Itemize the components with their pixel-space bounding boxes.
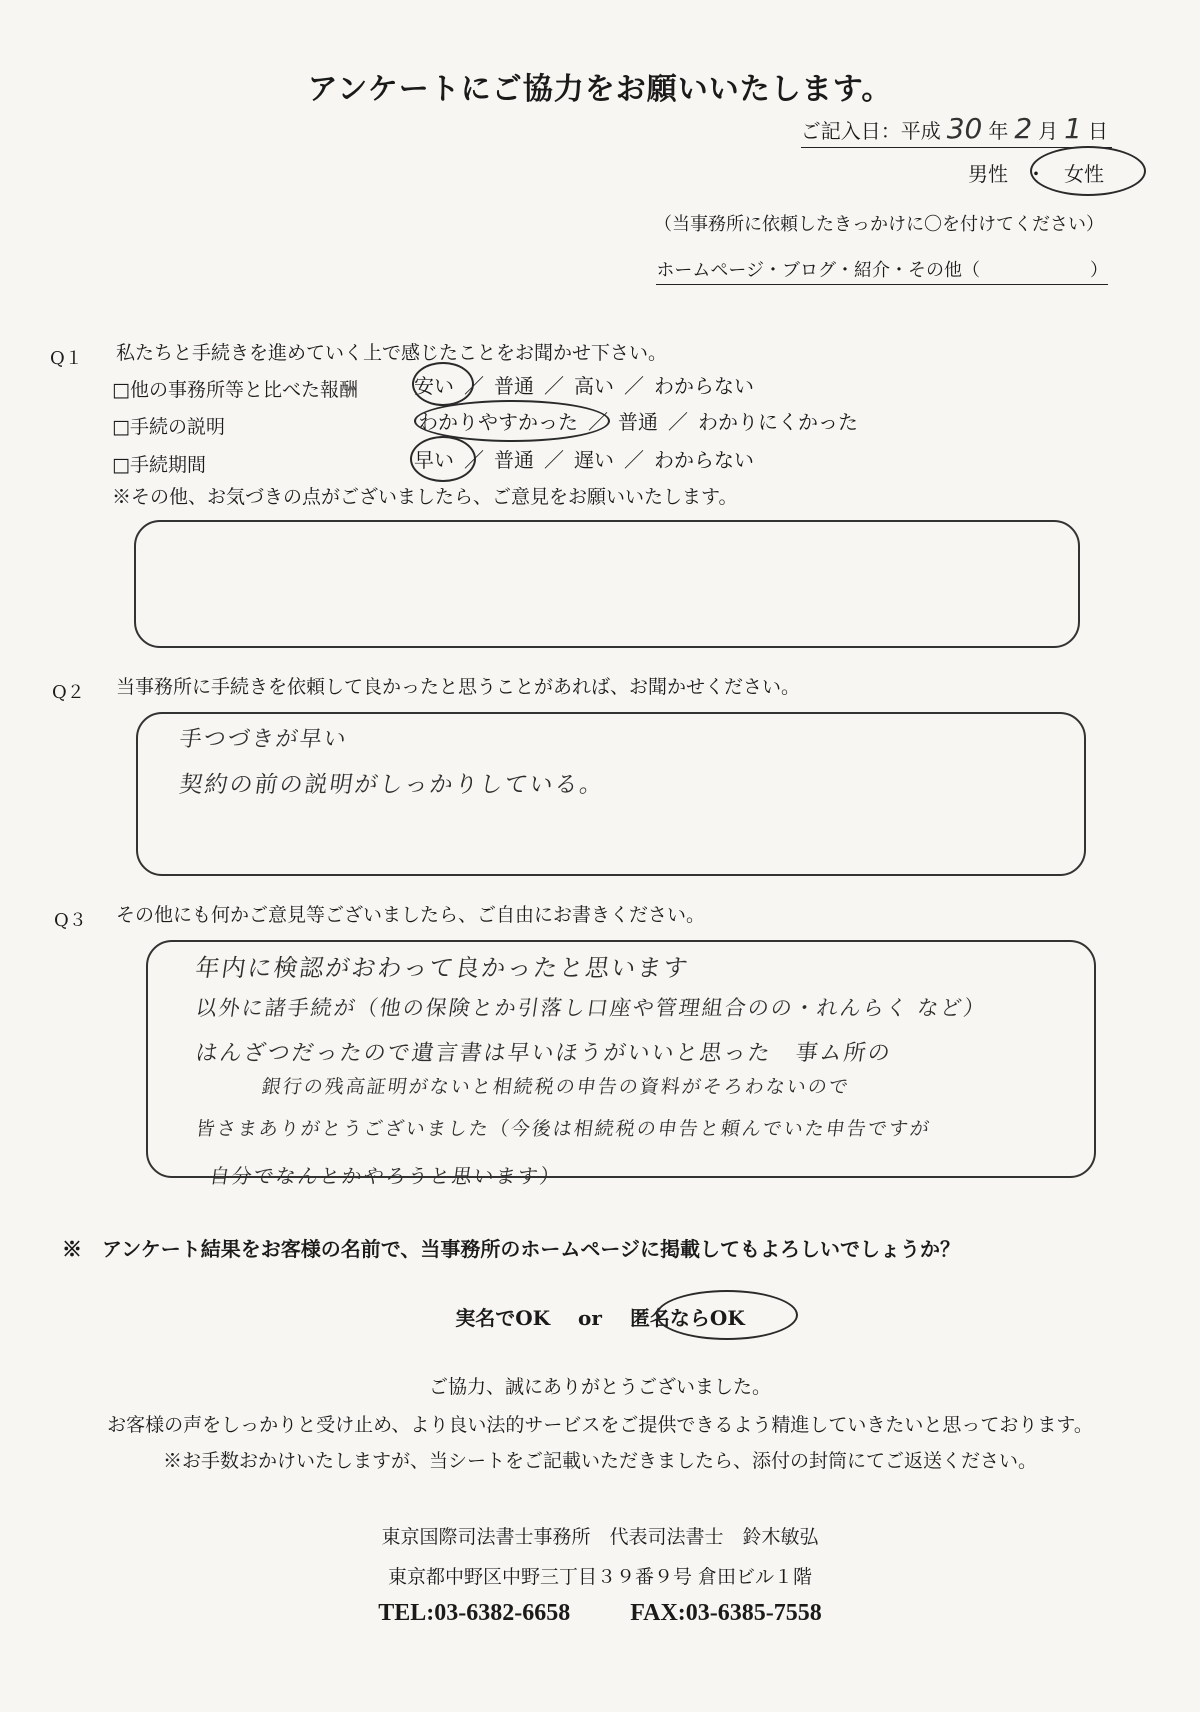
publish-opt-anonymous[interactable]: 匿名ならOK: [629, 1306, 745, 1330]
source-hint: （当事務所に依頼したきっかけに〇を付けてください）: [654, 214, 1104, 235]
q3-answer-line-3: はんざつだったので遺言書は早いほうがいいと思った 事ム所の: [193, 1041, 894, 1066]
closing-return-note: ※お手数おかけいたしますが、当シートをご記載いただきましたら、添付の封筒にてご返送ください。: [162, 1450, 1037, 1472]
q1-expl-opt-normal[interactable]: 普通: [618, 410, 658, 434]
publish-question: ※ アンケート結果をお客様の名前で、当事務所のホームページに掲載してもよろしいでしょうか？: [62, 1237, 960, 1261]
q1-fee-circle: [412, 362, 474, 406]
office-contact: [0, 1600, 1200, 1627]
q1-fee-opt-cheap[interactable]: 安い: [414, 374, 454, 398]
date-month: 2: [1014, 112, 1033, 145]
date-day-unit: 日: [1088, 119, 1108, 143]
q1-period-opt-unknown[interactable]: わからない: [654, 448, 754, 472]
gender-female-circle: [1030, 146, 1146, 196]
q1-answer-box[interactable]: [134, 520, 1080, 648]
q1-fee-opt-unknown[interactable]: わからない: [654, 374, 754, 398]
date-month-unit: 月: [1038, 119, 1059, 143]
q3-number: Q３: [54, 910, 87, 931]
q1-fee-opt-high[interactable]: 高い: [574, 374, 614, 398]
gender-male[interactable]: 男性: [968, 162, 1008, 186]
office-fax: FAX:03-6385-7558: [630, 1600, 822, 1626]
entry-date: [801, 112, 1112, 148]
q3-answer-line-1: 年内に検認がおわって良かったと思います: [193, 954, 692, 982]
date-year-unit: 年: [988, 119, 1009, 143]
q1-expl-opt-clear[interactable]: わかりやすかった: [418, 410, 578, 434]
gender-female[interactable]: 女性: [1064, 162, 1104, 186]
q1-period-opt-normal[interactable]: 普通: [494, 448, 534, 472]
q2-answer-line-2: 契約の前の説明がしっかりしている。: [177, 772, 607, 798]
q1-number: Q１: [50, 348, 83, 369]
closing-message: お客様の声をしっかりと受け止め、より良い法的サービスをご提供できるよう精進していきたいと思っております。: [107, 1414, 1093, 1436]
closing-thanks: ご協力、誠にありがとうございました。: [428, 1376, 771, 1398]
date-year: 30: [946, 112, 983, 145]
publish-opt-real-name[interactable]: 実名でOK: [455, 1306, 551, 1330]
q1-item-explanation[interactable]: □手続の説明: [112, 416, 225, 438]
q1-period-circle: [410, 436, 476, 482]
publish-options: [0, 1302, 1200, 1331]
q3-text: その他にも何かご意見等ございましたら、ご自由にお書きください。: [116, 904, 706, 926]
q3-answer-line-2: 以外に諸手続が（他の保険とか引落し口座や管理組合のの・れんらく など）: [194, 996, 989, 1020]
q1-period-options: 早い ／ 普通 ／ 遅い ／ わからない: [414, 448, 754, 472]
office-name: 東京国際司法書士事務所 代表司法書士 鈴木敏弘: [381, 1526, 819, 1548]
date-label: ご記入日：平成: [800, 119, 941, 143]
source-options[interactable]: ホームページ・ブログ・紹介・その他（: [656, 260, 980, 281]
publish-anonymous-circle: [656, 1290, 798, 1340]
date-day: 1: [1064, 112, 1082, 145]
q2-answer-line-1: 手つづきが早い: [177, 727, 350, 752]
q1-item-period[interactable]: □手続期間: [112, 454, 206, 476]
q1-fee-opt-normal[interactable]: 普通: [494, 374, 534, 398]
office-tel[interactable]: TEL:03-6382-6658: [378, 1600, 571, 1626]
q1-expl-opt-unclear[interactable]: わかりにくかった: [698, 410, 858, 434]
q1-item-fee[interactable]: □他の事務所等と比べた報酬: [112, 379, 358, 401]
q1-period-opt-fast[interactable]: 早い: [414, 448, 454, 472]
q3-answer-line-6: 自分でなんとかやろうと思います）: [208, 1164, 564, 1188]
q1-text: 私たちと手続きを進めていく上で感じたことをお聞かせ下さい。: [116, 342, 668, 364]
source-close: ）: [1090, 260, 1108, 281]
q1-period-opt-slow[interactable]: 遅い: [574, 448, 614, 472]
office-address: 東京都中野区中野三丁目３９番９号 倉田ビル１階: [387, 1566, 813, 1588]
q1-note: ※その他、お気づきの点がございましたら、ご意見をお願いいたします。: [112, 486, 738, 508]
q1-fee-options: 安い ／ 普通 ／ 高い ／ わからない: [414, 374, 754, 398]
gender-separator: ・: [1026, 162, 1046, 186]
publish-or: or: [578, 1306, 602, 1330]
page-title: アンケートにご協力をお願いいたします。: [307, 72, 893, 107]
source-row: [656, 256, 1108, 285]
q1-explanation-options: わかりやすかった ／ 普通 ／ わかりにくかった: [418, 410, 858, 434]
q3-answer-line-5: 皆さまありがとうございました（今後は相続税の申告と頼んでいた申告ですが: [194, 1118, 933, 1140]
q2-text: 当事務所に手続きを依頼して良かったと思うことがあれば、お聞かせください。: [116, 676, 801, 698]
q3-answer-line-4: 銀行の残高証明がないと相続税の申告の資料がそろわないので: [260, 1076, 852, 1098]
q2-number: Q２: [52, 682, 85, 703]
